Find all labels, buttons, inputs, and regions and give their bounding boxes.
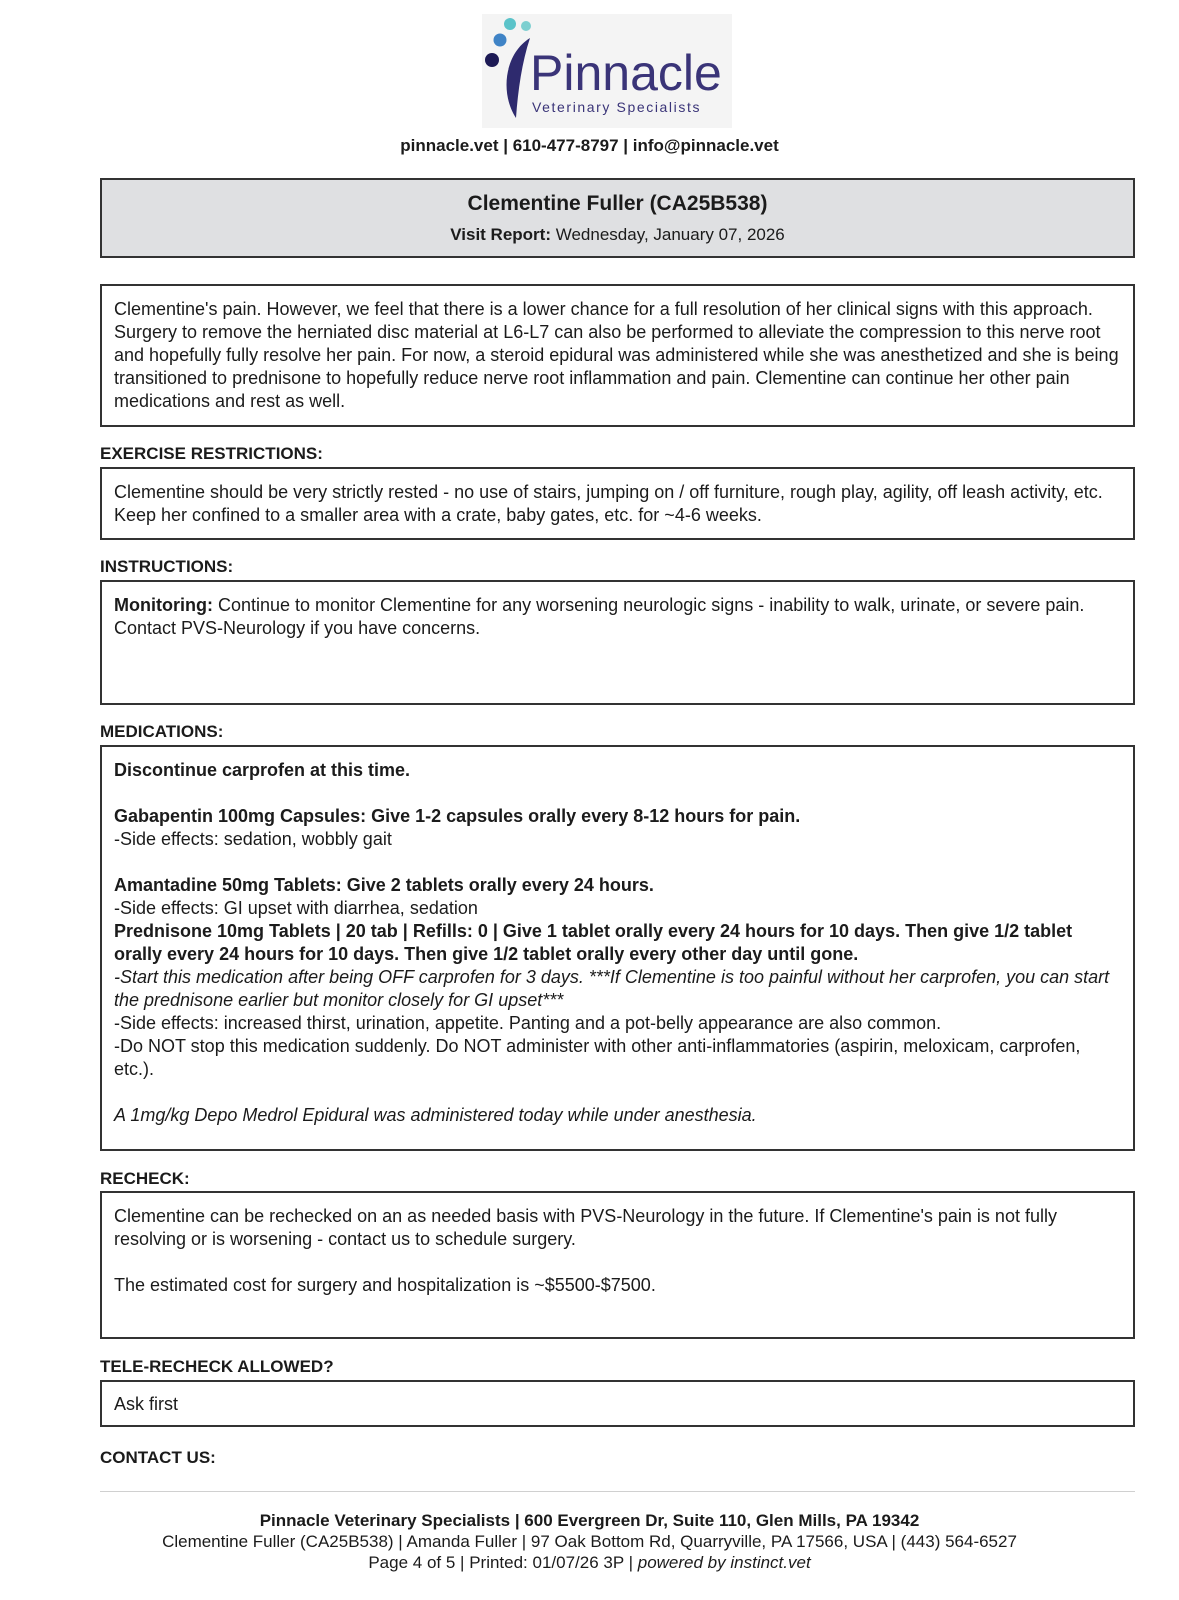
logo-wordmark: Pinnacle bbox=[530, 45, 722, 101]
epidural-note: A 1mg/kg Depo Medrol Epidural was administered today while under anesthesia. bbox=[114, 1105, 757, 1125]
footer-client-info: Clementine Fuller (CA25B538) | Amanda Fuller | 97 Oak Bottom Rd, Quarryville, PA 17566, USA | (443) 564-6527 bbox=[162, 1532, 1017, 1551]
monitoring-label: Monitoring: bbox=[114, 595, 213, 615]
page-total: 5 bbox=[445, 1553, 456, 1572]
gabapentin-side-effects: -Side effects: sedation, wobbly gait bbox=[114, 829, 392, 849]
exercise-box bbox=[100, 467, 1135, 540]
tele-recheck-box bbox=[100, 1380, 1135, 1427]
instructions-box bbox=[100, 580, 1135, 705]
exercise-label: EXERCISE RESTRICTIONS: bbox=[100, 444, 323, 463]
amantadine-side-effects: -Side effects: GI upset with diarrhea, sedation bbox=[114, 898, 478, 918]
footer-page-info bbox=[0, 1553, 1179, 1573]
prednisone-rx: Prednisone 10mg Tablets | 20 tab | Refills: 0 | Give 1 tablet orally every 24 hours for 10 days. Then give 1/2 tablet orally every 24 hours for 10 days. Then give 1/2 tablet orally every other day until gone. bbox=[114, 921, 1073, 964]
logo-mark-icon bbox=[482, 14, 732, 128]
visit-report-label: Visit Report: bbox=[450, 225, 551, 244]
amantadine-rx: Amantadine 50mg Tablets: Give 2 tablets orally every 24 hours. bbox=[114, 875, 654, 895]
patient-title: Clementine Fuller (CA25B538) bbox=[467, 192, 768, 215]
page-of: of bbox=[422, 1553, 446, 1572]
exercise-text: Clementine should be very strictly rested - no use of stairs, jumping on / off furniture, rough play, agility, off leash activity, etc. Keep her confined to a smaller area with a crate, baby gates, etc. for ~4-6 weeks. bbox=[114, 482, 1103, 525]
recheck-text: Clementine can be rechecked on an as needed basis with PVS-Neurology in the future. If Clementine's pain is not fully resolving or is worsening - contact us to schedule surgery. bbox=[114, 1206, 1057, 1249]
gabapentin-rx: Gabapentin 100mg Capsules: Give 1-2 capsules orally every 8-12 hours for pain. bbox=[114, 806, 801, 826]
contact-us-label: CONTACT US: bbox=[100, 1448, 216, 1467]
prednisone-start-note: -Start this medication after being OFF carprofen for 3 days. ***If Clementine is too painful without her carprofen, you can start the prednisone earlier but monitor closely for GI upset*** bbox=[114, 967, 1110, 1010]
report-header bbox=[100, 178, 1135, 258]
medications-box bbox=[100, 745, 1135, 1151]
summary-text: Clementine's pain. However, we feel that there is a lower chance for a full resolution of her clinical signs with this approach. Surgery to remove the herniated disc material at L6-L7 can also be performed to alleviate the compression to this nerve root and hopefully fully resolve her pain. For now, a steroid epidural was administered while she was anesthetized and she is being transitioned to prednisone to hopefully reduce nerve root inflammation and pain. Clementine can continue her other pain medications and rest as well. bbox=[114, 299, 1119, 411]
tele-recheck-value: Ask first bbox=[114, 1394, 179, 1414]
discontinue-text: Discontinue carprofen at this time. bbox=[114, 760, 411, 780]
powered-by: powered by instinct.vet bbox=[637, 1553, 811, 1572]
instructions-label: INSTRUCTIONS: bbox=[100, 557, 234, 576]
logo-tagline: Veterinary Specialists bbox=[532, 99, 702, 115]
tele-recheck-label: TELE-RECHECK ALLOWED? bbox=[100, 1357, 334, 1376]
surgery-cost-text: The estimated cost for surgery and hospitalization is ~$5500-$7500. bbox=[114, 1275, 656, 1295]
printed-date: | Printed: 01/07/26 3P | bbox=[455, 1553, 638, 1572]
monitoring-text bbox=[114, 594, 1121, 640]
pinnacle-logo bbox=[482, 14, 732, 128]
recheck-label: RECHECK: bbox=[100, 1169, 190, 1188]
footer-divider bbox=[100, 1491, 1135, 1492]
medications-label: MEDICATIONS: bbox=[100, 722, 224, 741]
recheck-box bbox=[100, 1191, 1135, 1339]
clinic-contact-line: pinnacle.vet | 610-477-8797 | info@pinnacle.vet bbox=[400, 136, 779, 155]
summary-box bbox=[100, 284, 1135, 427]
page-current: 4 bbox=[412, 1553, 423, 1572]
prednisone-warning: -Do NOT stop this medication suddenly. Do NOT administer with other anti-inflammatories (aspirin, meloxicam, carprofen, etc.). bbox=[114, 1036, 1081, 1079]
prednisone-side-effects: -Side effects: increased thirst, urination, appetite. Panting and a pot-belly appearance are also common. bbox=[114, 1013, 942, 1033]
monitoring-body: Continue to monitor Clementine for any worsening neurologic signs - inability to walk, urinate, or severe pain. Contact PVS-Neurology if you have concerns. bbox=[114, 595, 1085, 638]
page-prefix: Page bbox=[368, 1553, 413, 1572]
visit-date: Wednesday, January 07, 2026 bbox=[555, 225, 785, 244]
footer-clinic-address: Pinnacle Veterinary Specialists | 600 Evergreen Dr, Suite 110, Glen Mills, PA 19342 bbox=[259, 1511, 920, 1530]
visit-report-line bbox=[102, 225, 1133, 245]
